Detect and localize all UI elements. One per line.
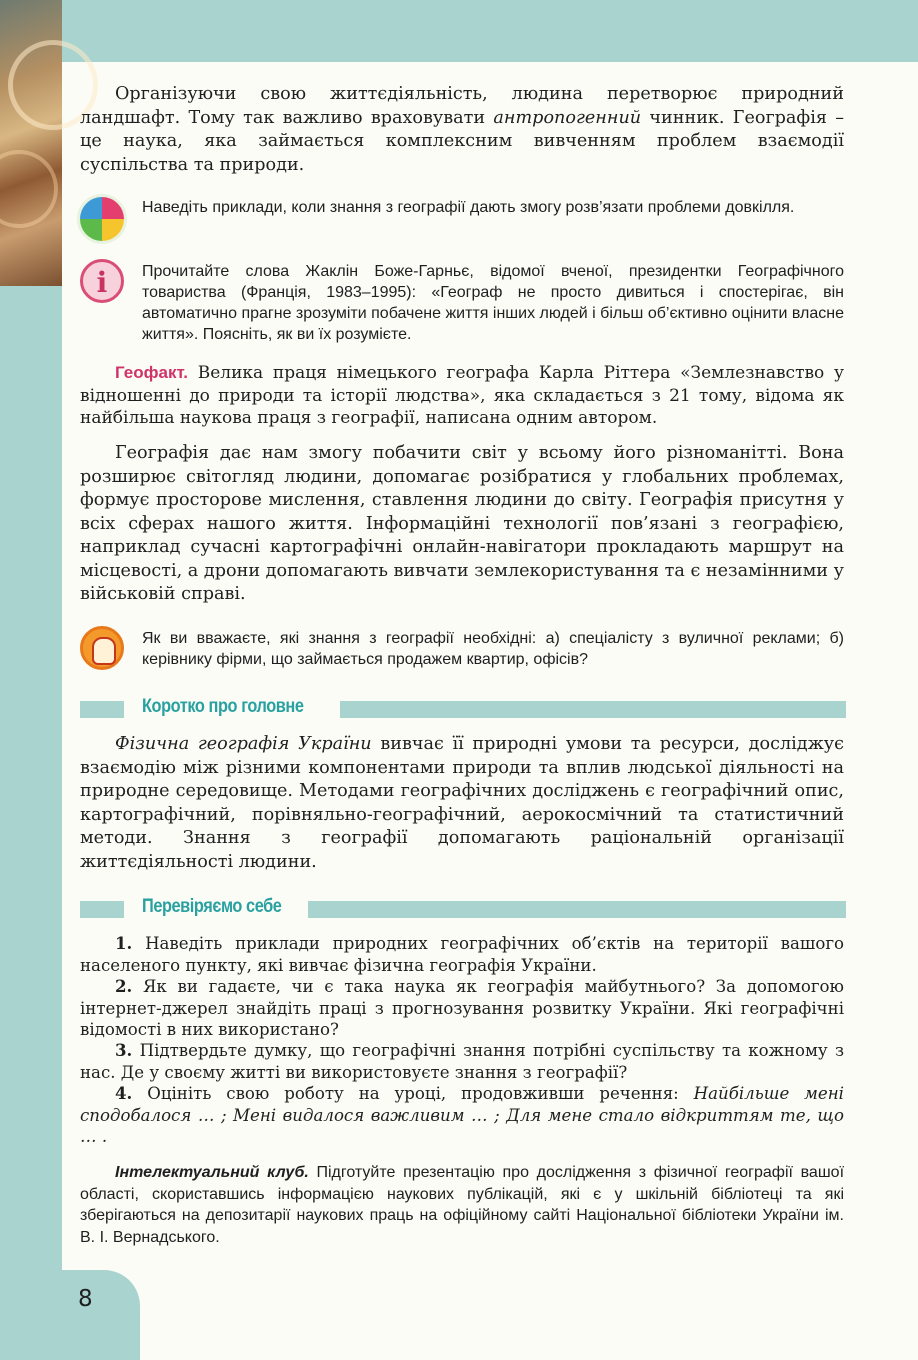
check-header [80,898,846,920]
check-heading: Перевіряємо себе [142,896,282,917]
question-1-text: Наведіть приклади природних географічних об’єктів на території вашого населеного пункту, які вивчає фізична географія України. [80,934,844,975]
check-header-bar-left [80,901,124,918]
compass-ring-small [0,150,58,228]
task-info-text: Прочитайте слова Жаклін Боже-Гарньє, відомої вченої, президентки Географічного товариства (Франція, 1983–1995): «Географ не просто дивиться і спостерігає, він автоматично прагне зрозуміти побачене життя інших людей і більш об’єктивно оцінити власне життя». Поясніть, як ви їх розумієте. [142,263,844,343]
question-4-italic: Найбільше мені сподобалося … ; Мені видалося важливим … ; Для мене стало відкриттям те, що … . [80,1084,844,1146]
top-band [0,0,918,62]
question-4-text: Оцініть свою роботу на уроці, продовживши речення: [132,1084,694,1103]
question-2-number: 2. [115,976,133,996]
intro-italic-term: антропогенний [493,107,642,128]
intro-text-end: чинник. Географія – це наука, яка займається комплексним вивченням проблем взаємодії суспільства та природи. [80,107,844,175]
summary-header-bar-left [80,701,124,718]
thinking-head-icon [80,626,124,670]
question-3 [80,1040,844,1083]
summary-header [80,698,846,720]
left-margin-strip [0,286,62,1270]
question-4-number: 4. [115,1083,133,1103]
corner-photo [0,0,62,286]
info-icon: i [80,259,124,303]
page-number: 8 [78,1286,93,1312]
summary-paragraph [80,733,844,874]
summary-header-bar-right [340,701,846,718]
intro-text-start: Організуючи свою життєдіяльність, людина перетворює природний ландшафт. Тому так важливо враховувати [80,84,844,128]
question-2-text: Як ви гадаєте, чи є така наука як географія майбутнього? За допомогою інтернет-джерел знайдіть праці з прогнозування розвитку України. Які географічні відомості в них використано? [80,977,844,1039]
question-4 [80,1083,844,1148]
puzzle-icon [80,197,124,241]
task-think-text: Як ви вважаєте, які знання з географії необхідні: а) спеціалісту з вуличної реклами; б) керівнику фірми, що займається продажем квартир, офісів? [142,630,844,668]
question-2 [80,976,844,1041]
geofact-paragraph [80,362,844,430]
question-1 [80,933,844,976]
task-puzzle-text: Наведіть приклади, коли знання з географії дають змогу розв’язати проблеми довкілля. [142,199,795,216]
summary-italic-subject: Фізична географія України [115,734,372,754]
intro-paragraph [80,83,844,177]
summary-heading: Коротко про головне [142,696,304,717]
club-lead: Інтелектуальний клуб. [115,1164,309,1181]
intellectual-club-paragraph [80,1162,844,1248]
geofact-text: Велика праця німецького географа Карла Ріттера «Землезнавство у відношенні до природи та історії людства», яка складається з 21 тому, відома як найбільша наукова праця з географії, написана одним автором. [80,363,844,428]
check-header-bar-right [308,901,846,918]
geography-paragraph: Географія дає нам змогу побачити світ у всьому його різноманітті. Вона розширює світогляд людини, допомагає розібратися у глобальних проблемах, формує просторове мислення, ставлення людини до світу. Географія присутня у всіх сферах нашого життя. Інформаційні технології пов’язані з географією, наприклад сучасні картографічні онлайн-навігатори прокладають маршрут на місцевості, а дрони допомагають вивчати землекористування та є незамінними у військовій справі. [80,443,844,604]
question-3-number: 3. [115,1040,133,1060]
geofact-label: Геофакт. [115,363,189,382]
question-1-number: 1. [115,933,133,953]
club-text: Підготуйте презентацію про дослідження з фізичної географії вашої області, скориставшись інформацією наукових публікацій, які є у шкільній бібліотеці та які зберігаються на депозитарії наукових праць на офіційному сайті Національної бібліотеки України ім. В. І. Вернадського. [80,1164,845,1246]
page-number-tab [0,1270,140,1360]
question-3-text: Підтвердьте думку, що географічні знання потрібні суспільству та кожному з нас. Де у своєму житті ви використовуєте знання з географії? [80,1041,844,1082]
summary-text: вивчає її природні умови та ресурси, досліджує взаємодію між різними компонентами природи та вплив людської діяльності на природне середовище. Методами географічних досліджень є географічний опис, картографічний, порівняльно-географічний, аерокосмічний та статистичний методи. Знання з географії допомагають раціональній організації життєдіяльності людини. [80,734,844,872]
